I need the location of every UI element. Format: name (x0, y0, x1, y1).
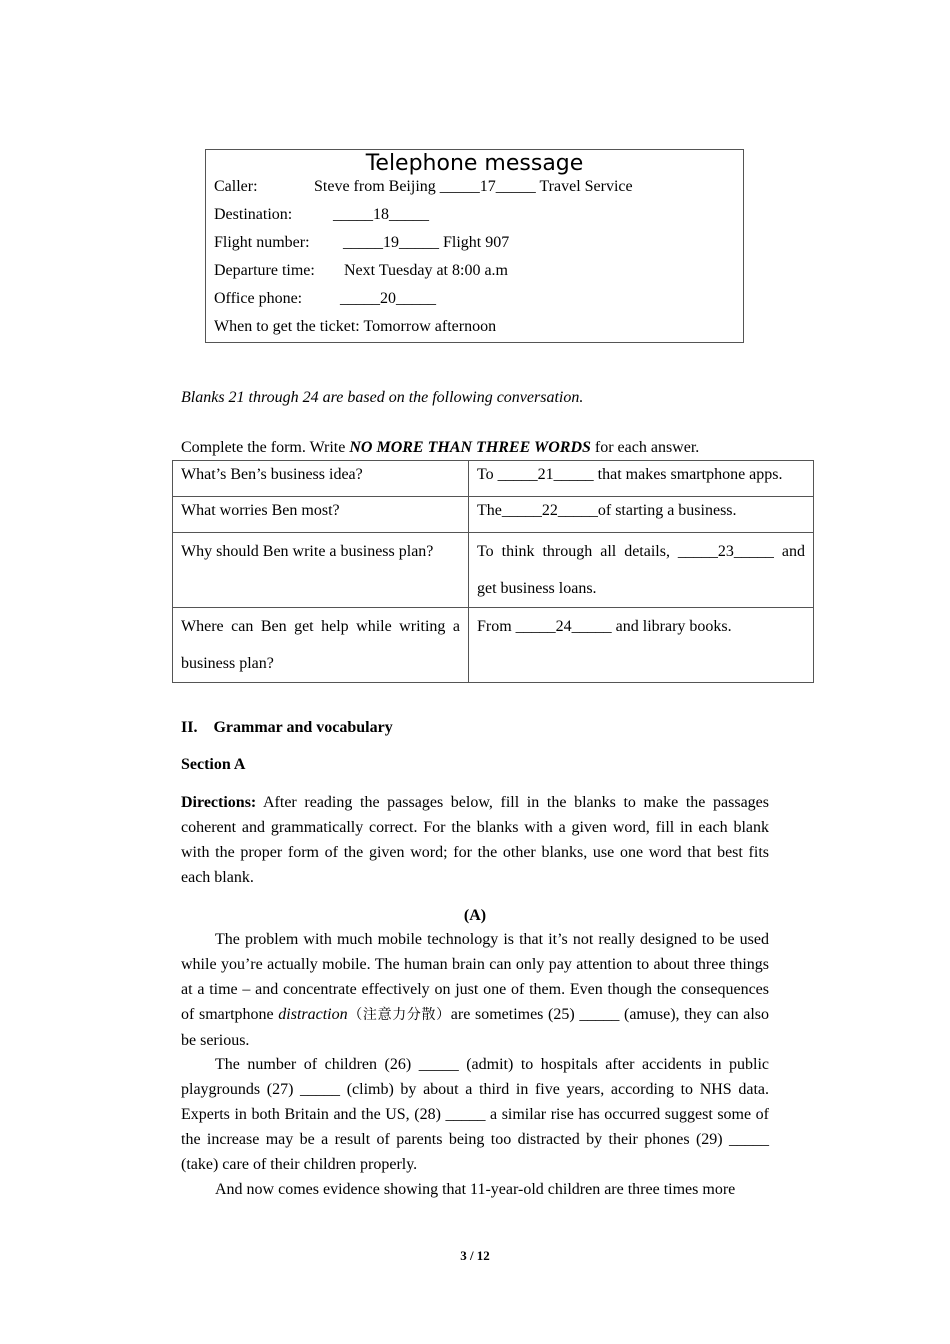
tel-value: Next Tuesday at 8:00 a.m (344, 262, 508, 279)
question-cell: What’s Ben’s business idea? (173, 461, 469, 497)
form-instructions-suffix: for each answer. (590, 439, 700, 456)
tel-row-destination (214, 205, 429, 225)
table-row (173, 608, 814, 683)
business-plan-form-table (172, 460, 814, 683)
tel-row-office-phone (214, 289, 436, 309)
passage-paragraph-1 (181, 927, 769, 1053)
passage-chinese-gloss: （注意力分散） (347, 1007, 451, 1023)
telephone-message-title: Telephone message (365, 151, 584, 176)
passage-paragraph-2: The number of children (26) _____ (admit) to hospitals after accidents in public playgrounds (27) _____ (climb) by about a third in five years, according to NHS data. Experts in both Britain and the US, (28) _____ a similar rise has occurred suggest some of the increase may be a result of parents being too distracted by their phones (29) _____ (take) care of their children properly. (181, 1056, 769, 1173)
passage-text: are sometimes (25) _____ (amuse), they can also be serious. (181, 1006, 769, 1049)
tel-value: _____20_____ (340, 290, 436, 307)
passage-label: (A) (463, 907, 487, 924)
directions-paragraph (181, 790, 769, 890)
tel-row-caller (214, 177, 633, 197)
page-number: 3 / 12 (460, 1248, 490, 1263)
form-instructions-prefix: Complete the form. Write (181, 439, 350, 456)
tel-label: Flight number: (214, 234, 310, 251)
tel-label: Destination: (214, 206, 293, 223)
form-instructions-emphasis: NO MORE THAN THREE WORDS (349, 439, 591, 456)
directions-text: After reading the passages below, fill in the blanks to make the passages coherent and grammatically correct. For the blanks with a given word, fill in each blank with the proper form of the given word; for the other blanks, use one word that best fits each blank. (181, 794, 769, 886)
passage-paragraph-3: And now comes evidence showing that 11-year-old children are three times more (215, 1181, 736, 1198)
question-cell (173, 533, 469, 608)
tel-value: Steve from Beijing _____17_____ Travel Service (314, 178, 633, 195)
passage-italic-word: distraction (278, 1006, 348, 1023)
answer-cell (469, 533, 814, 608)
table-row (173, 497, 814, 533)
tel-value: _____18_____ (333, 206, 429, 223)
answer-line-2: get business loans. (477, 580, 597, 597)
answer-cell: To _____21_____ that makes smartphone apps. (469, 461, 814, 497)
telephone-message-box (205, 149, 744, 343)
passage-text: The problem with much mobile technology is that it’s not really designed to be used while you’re actually mobile. The human brain can only pay attention to about three things at a time – and concentrate effectively on just one of them. Even though the consequences of smartphone (181, 931, 769, 1023)
tel-label: Office phone: (214, 290, 303, 307)
section-heading: II. Grammar and vocabulary (181, 719, 393, 736)
question-text: Why should Ben write a business plan? (181, 543, 434, 560)
tel-value: _____19_____ Flight 907 (343, 234, 510, 251)
tel-row-flight-number (214, 233, 510, 253)
table-row (173, 461, 814, 497)
answer-text: From _____24_____ and library books. (477, 618, 732, 635)
tel-label: When to get the ticket: (214, 318, 360, 335)
form-instructions (181, 438, 699, 458)
answer-cell: The_____22_____of starting a business. (469, 497, 814, 533)
tel-row-ticket-time (214, 317, 496, 337)
tel-label: Caller: (214, 178, 258, 195)
answer-line-1: To think through all details, _____23_____ and (477, 543, 805, 560)
question-cell: What worries Ben most? (173, 497, 469, 533)
question-cell (173, 608, 469, 683)
tel-label: Departure time: (214, 262, 315, 279)
tel-row-departure-time (214, 261, 508, 281)
table-row (173, 533, 814, 608)
question-line-1: Where can Ben get help while writing a (181, 618, 460, 635)
blanks-note: Blanks 21 through 24 are based on the following conversation. (181, 389, 584, 406)
directions-label: Directions: (181, 794, 257, 811)
question-line-2: business plan? (181, 655, 274, 672)
tel-value: Tomorrow afternoon (363, 318, 497, 335)
section-a-heading: Section A (181, 756, 246, 773)
answer-cell (469, 608, 814, 683)
